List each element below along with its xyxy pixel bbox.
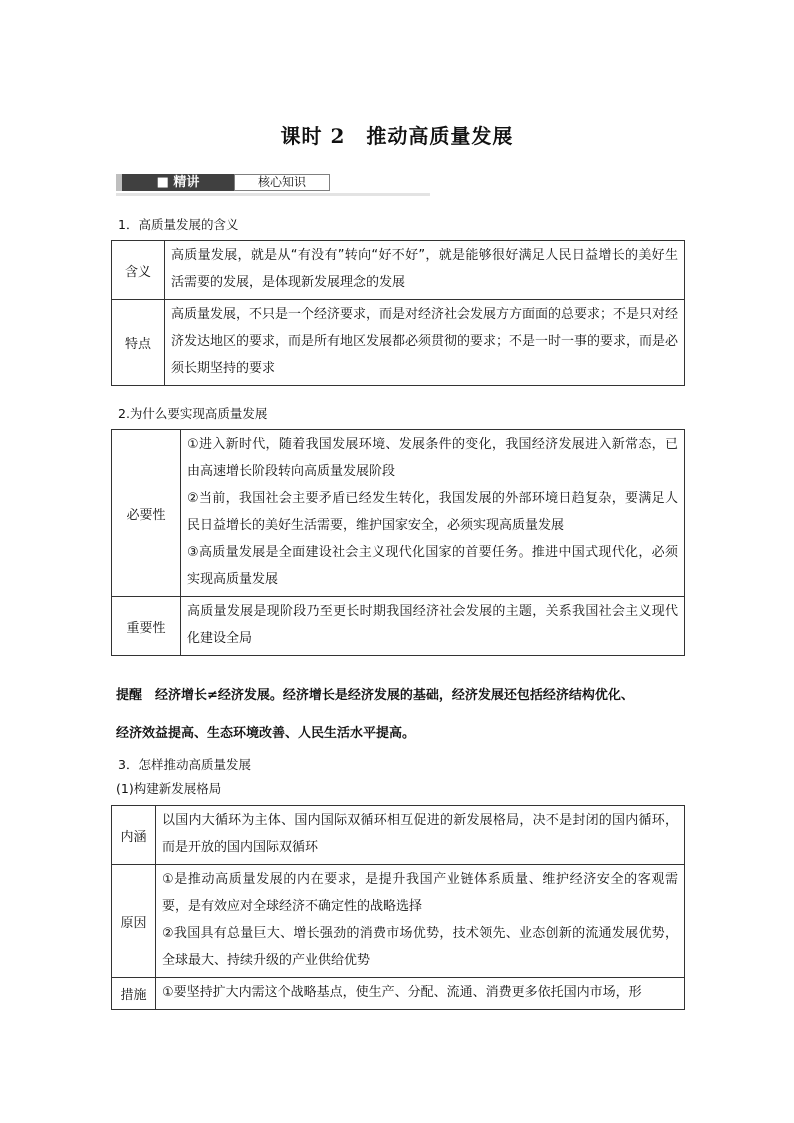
table-row	[112, 978, 685, 1010]
why-table	[111, 429, 685, 656]
row-label: 内涵	[112, 806, 156, 865]
row-label: 必要性	[112, 430, 181, 597]
table-row	[112, 597, 685, 656]
row-content	[156, 865, 685, 978]
table-row	[112, 806, 685, 865]
row-content	[181, 597, 685, 656]
reminder-line-1: 提醒 经济增长≠经济发展。经济增长是经济发展的基础，经济发展还包括经济结构优化、	[116, 688, 634, 703]
section2-heading: 2.为什么要实现高质量发展	[118, 406, 268, 421]
section3-heading: 3．怎样推动高质量发展	[118, 757, 251, 772]
paragraph: ①是推动高质量发展的内在要求，是提升我国产业链体系质量、维护经济安全的客观需要，是有效应对全球经济不确定性的战略选择	[162, 872, 678, 914]
table-row	[112, 430, 685, 597]
table-row	[112, 865, 685, 978]
page-title: 课时 2 推动高质量发展	[280, 124, 514, 148]
row-content	[156, 978, 685, 1010]
row-label: 原因	[112, 865, 156, 978]
banner-label: 核心知识	[234, 174, 330, 191]
row-label: 含义	[112, 241, 165, 300]
row-label: 重要性	[112, 597, 181, 656]
banner-tag: ■ 精讲	[122, 174, 234, 191]
section3-subheading: (1)构建新发展格局	[116, 781, 222, 796]
table-row	[112, 241, 685, 300]
banner-underline	[116, 193, 430, 196]
paragraph: 以国内大循环为主体、国内国际双循环相互促进的新发展格局，决不是封闭的国内循环，而是开放的国内国际双循环	[162, 813, 678, 855]
how-table	[111, 805, 685, 1010]
row-content	[156, 806, 685, 865]
paragraph: ①要坚持扩大内需这个战略基点，使生产、分配、流通、消费更多依托国内市场，形	[162, 985, 642, 1000]
meaning-table	[111, 240, 685, 386]
section-banner	[116, 174, 430, 198]
paragraph: 高质量发展是现阶段乃至更长时期我国经济社会发展的主题，关系我国社会主义现代化建设全局	[187, 604, 678, 646]
section1-heading: 1．高质量发展的含义	[118, 217, 239, 232]
paragraph: ②我国具有总量巨大、增长强劲的消费市场优势，技术领先、业态创新的流通发展优势，全球最大、持续升级的产业供给优势	[162, 926, 678, 968]
row-content: 高质量发展，就是从“有没有”转向“好不好”，就是能够很好满足人民日益增长的美好生活需要的发展，是体现新发展理念的发展	[165, 241, 685, 300]
paragraph: ②当前，我国社会主要矛盾已经发生转化，我国发展的外部环境日趋复杂，要满足人民日益增长的美好生活需要，维护国家安全，必须实现高质量发展	[187, 491, 678, 533]
row-label: 特点	[112, 300, 165, 386]
paragraph: ③高质量发展是全面建设社会主义现代化国家的首要任务。推进中国式现代化，必须实现高质量发展	[187, 545, 678, 587]
reminder-line-2: 经济效益提高、生态环境改善、人民生活水平提高。	[116, 726, 416, 741]
row-content	[181, 430, 685, 597]
row-content: 高质量发展，不只是一个经济要求，而是对经济社会发展方方面面的总要求；不是只对经济发达地区的要求，而是所有地区发展都必须贯彻的要求；不是一时一事的要求，而是必须长期坚持的要求	[165, 300, 685, 386]
row-label: 措施	[112, 978, 156, 1010]
paragraph: ①进入新时代，随着我国发展环境、发展条件的变化，我国经济发展进入新常态，已由高速增长阶段转向高质量发展阶段	[187, 437, 678, 479]
table-row	[112, 300, 685, 386]
